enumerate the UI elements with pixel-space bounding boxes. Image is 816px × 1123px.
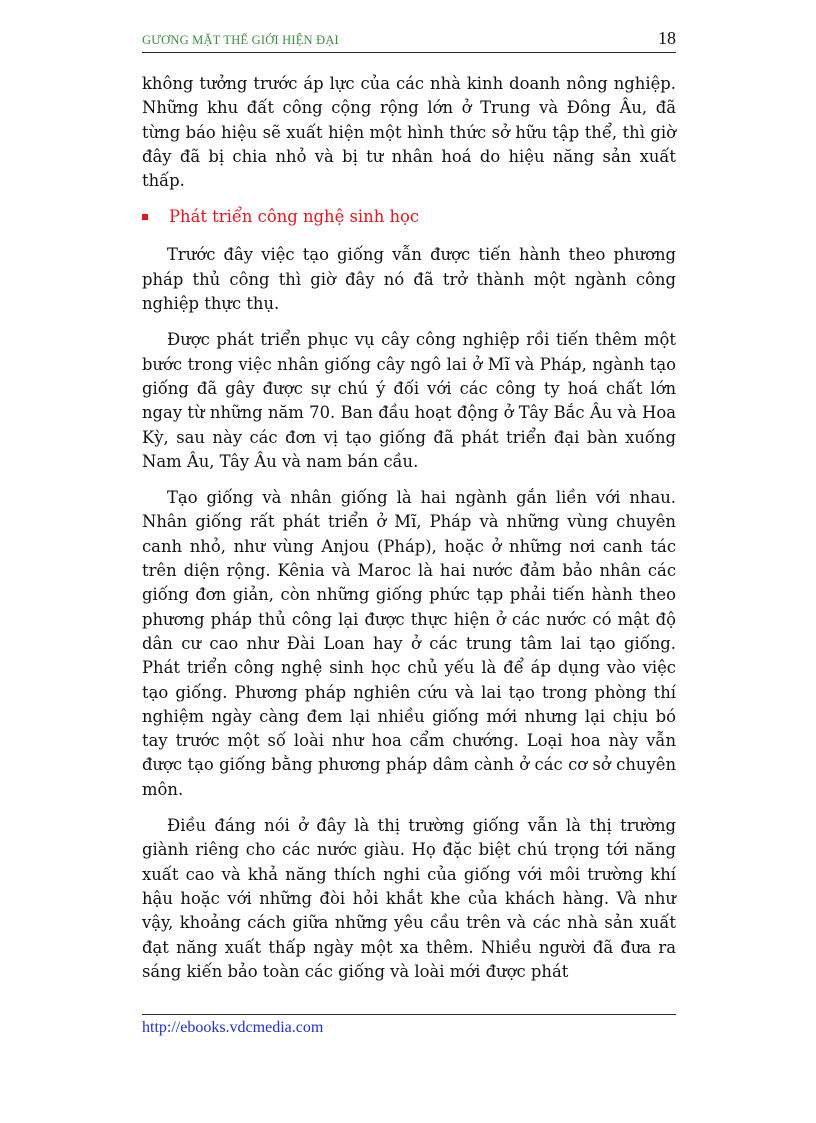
section-heading xyxy=(142,205,676,229)
paragraph: Điều đáng nói ở đây là thị trường giống vẫn là thị trường giành riêng cho các nước giàu. Họ đặc biệt chú trọng tới năng xuất cao và khả năng thích nghi của giống với môi trường khí hậu hoặc với những đòi hỏi khắt khe của khách hàng. Và như vậy, khoảng cách giữa những yêu cầu trên và các nhà sản xuất đạt năng xuất thấp ngày một xa thêm. Nhiều người đã đưa ra sáng kiến bảo toàn các giống và loài mới được phát xyxy=(142,816,676,981)
page-header xyxy=(142,28,676,53)
page-number: 18 xyxy=(658,28,676,48)
page-body xyxy=(142,72,676,996)
page-footer xyxy=(142,1014,676,1036)
running-title: GƯƠNG MẶT THẾ GIỚI HIỆN ĐẠI xyxy=(142,33,339,47)
section-heading-text: Phát triển công nghệ sinh học xyxy=(169,207,420,227)
paragraph: Được phát triển phục vụ cây công nghiệp rồi tiến thêm một bước trong việc nhân giống cây ngô lai ở Mĩ và Pháp, ngành tạo giống đã gây được sự chú ý đối với các công ty hoá chất lớn ngay từ những năm 70. Ban đầu hoạt động ở Tây Bắc Âu và Hoa Kỳ, sau này các đơn vị tạo giống đã phát triển đại bàn xuống Nam Âu, Tây Âu và nam bán cầu. xyxy=(142,330,676,471)
footer-link[interactable]: http://ebooks.vdcmedia.com xyxy=(142,1019,324,1036)
square-bullet-icon xyxy=(142,214,148,220)
paragraph-continued: không tưởng trước áp lực của các nhà kinh doanh nông nghiệp. Những khu đất công cộng rộng lớn ở Trung và Đông Âu, đã từng báo hiệu sẽ xuất hiện một hình thức sở hữu tập thể, thì giờ đây đã bị chia nhỏ và bị tư nhân hoá do hiệu năng sản xuất thấp. xyxy=(142,74,676,191)
paragraph: Tạo giống và nhân giống là hai ngành gắn liền với nhau. Nhân giống rất phát triển ở Mĩ, Pháp và những vùng chuyên canh nhỏ, như vùng Anjou (Pháp), hoặc ở những nơi canh tác trên diện rộng. Kênia và Maroc là hai nước đảm bảo nhân các giống đơn giản, còn những giống phức tạp phải tiến hành theo phương pháp thủ công lại được thực hiện ở các nước có mật độ dân cư cao như Đài Loan hay ở các trung tâm lai tạo giống. Phát triển công nghệ sinh học chủ yếu là để áp dụng vào việc tạo giống. Phương pháp nghiên cứu và lai tạo trong phòng thí nghiệm ngày càng đem lại nhiều giống mới nhưng lại chịu bó tay trước một số loài như hoa cẩm chướng. Loại hoa này vẫn được tạo giống bằng phương pháp dâm cành ở các cơ sở chuyên môn. xyxy=(142,488,676,799)
paragraph: Trước đây việc tạo giống vẫn được tiến hành theo phương pháp thủ công thì giờ đây nó đã trở thành một ngành công nghiệp thực thụ. xyxy=(142,245,676,314)
